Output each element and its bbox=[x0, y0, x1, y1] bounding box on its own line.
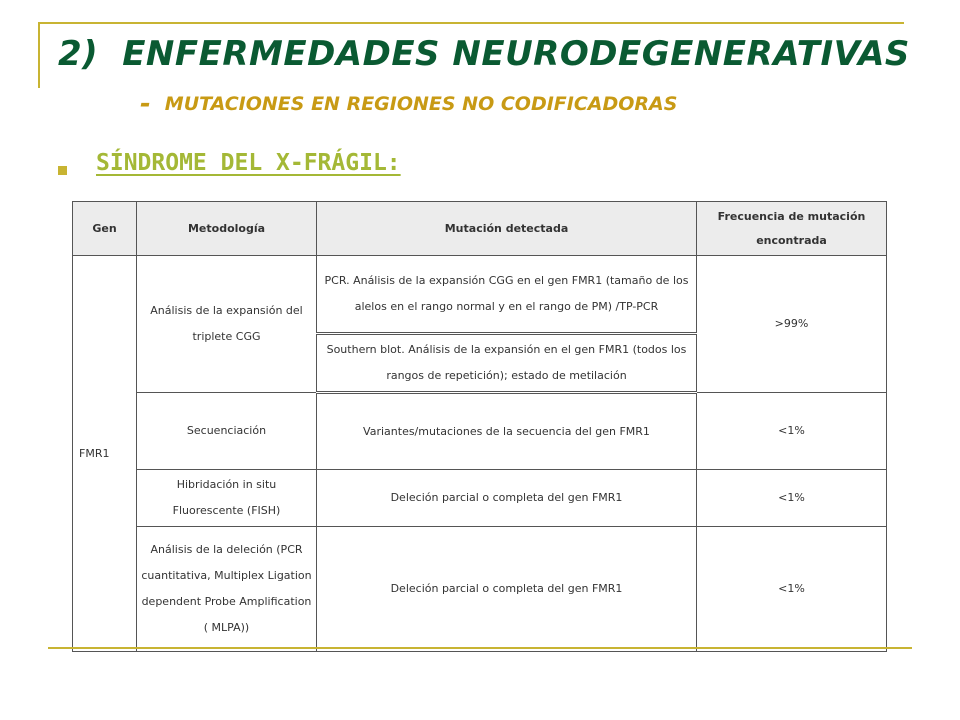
table-header-row bbox=[73, 202, 887, 256]
section-heading: SÍNDROME DEL X-FRÁGIL: bbox=[96, 150, 401, 176]
slide-title bbox=[58, 34, 910, 74]
method-cell: Análisis de la deleción (PCR cuantitativa, Multiplex Ligation dependent Probe Amplification ( MLPA)) bbox=[137, 527, 317, 652]
header-metodologia: Metodología bbox=[137, 202, 317, 256]
left-rule bbox=[38, 22, 40, 88]
table-row bbox=[73, 256, 887, 334]
mutation-cell: Variantes/mutaciones de la secuencia del gen FMR1 bbox=[317, 393, 697, 470]
subtitle-text: MUTACIONES EN REGIONES NO CODIFICADORAS bbox=[164, 93, 678, 115]
frequency-cell: <1% bbox=[697, 527, 887, 652]
mutation-cell: Deleción parcial o completa del gen FMR1 bbox=[317, 470, 697, 527]
header-gen: Gen bbox=[73, 202, 137, 256]
header-mutacion: Mutación detectada bbox=[317, 202, 697, 256]
mutation-cell: PCR. Análisis de la expansión CGG en el gen FMR1 (tamaño de los alelos en el rango normal y en el rango de PM) /TP-PCR bbox=[317, 256, 697, 334]
slide-subtitle bbox=[140, 89, 677, 119]
fmr1-methods-table bbox=[72, 201, 887, 652]
method-cell: Secuenciación bbox=[137, 393, 317, 470]
frequency-cell: <1% bbox=[697, 393, 887, 470]
subtitle-dash: - bbox=[140, 89, 151, 119]
frequency-cell: >99% bbox=[697, 256, 887, 393]
table-row bbox=[73, 527, 887, 652]
table-row bbox=[73, 470, 887, 527]
table-row bbox=[73, 393, 887, 470]
frequency-cell: <1% bbox=[697, 470, 887, 527]
method-cell: Hibridación in situ Fluorescente (FISH) bbox=[137, 470, 317, 527]
title-text: ENFERMEDADES NEURODEGENERATIVAS bbox=[122, 34, 910, 74]
top-rule bbox=[38, 22, 904, 24]
title-number: 2) bbox=[58, 34, 99, 74]
gene-cell: FMR1 bbox=[73, 256, 137, 652]
bottom-rule bbox=[48, 647, 912, 649]
mutation-cell: Deleción parcial o completa del gen FMR1 bbox=[317, 527, 697, 652]
square-bullet-icon bbox=[58, 166, 67, 175]
mutation-cell: Southern blot. Análisis de la expansión en el gen FMR1 (todos los rangos de repetición); estado de metilación bbox=[317, 334, 697, 393]
method-cell: Análisis de la expansión del triplete CGG bbox=[137, 256, 317, 393]
header-frecuencia: Frecuencia de mutación encontrada bbox=[697, 202, 887, 256]
